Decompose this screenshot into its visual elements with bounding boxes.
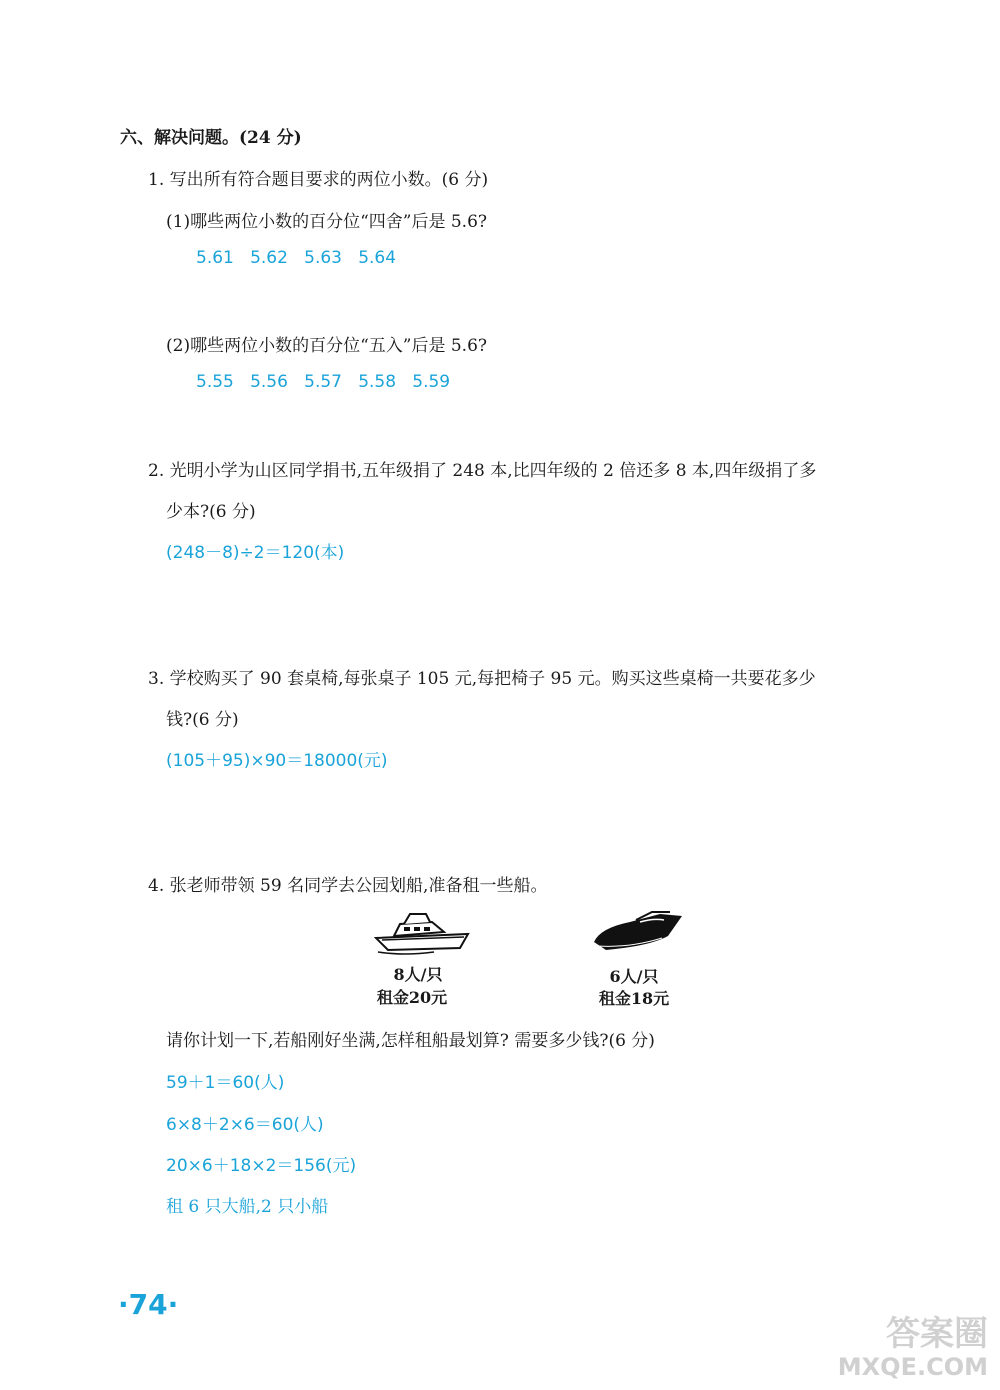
small-boat-price: 租金18元 [598, 989, 670, 1008]
q2-answer: (248－8)÷2＝120(本) [166, 543, 345, 563]
small-boat-capacity: 6人/只 [609, 967, 659, 986]
small-boat-icon [590, 908, 690, 954]
q1-answer2: 5.55 5.56 5.57 5.58 5.59 [196, 372, 451, 392]
q3-answer: (105＋95)×90＝18000(元) [166, 751, 388, 771]
watermark [838, 1316, 988, 1380]
q4-stem: 4. 张老师带领 59 名同学去公园划船,准备租一些船。 [148, 876, 548, 896]
q4-answer4: 租 6 只大船,2 只小船 [166, 1197, 329, 1217]
q1-stem: 1. 写出所有符合题目要求的两位小数。(6 分) [148, 170, 489, 190]
q2-line2: 少本?(6 分) [166, 502, 256, 522]
big-boat-icon [374, 908, 474, 958]
watermark-line2: MXQE.COM [837, 1352, 988, 1381]
q4-answer1: 59＋1＝60(人) [166, 1073, 285, 1093]
q2-line1: 2. 光明小学为山区同学捐书,五年级捐了 248 本,比四年级的 2 倍还多 8 本,四年级捐了多 [148, 461, 817, 481]
q4-answer2: 6×8＋2×6＝60(人) [166, 1115, 324, 1135]
watermark-line1: 答案圈 [886, 1314, 988, 1355]
q1-answer1: 5.61 5.62 5.63 5.64 [196, 248, 397, 268]
q4-answer3: 20×6＋18×2＝156(元) [166, 1156, 357, 1176]
page-number: ·74· [118, 1288, 179, 1321]
q1-sub2: (2)哪些两位小数的百分位“五入”后是 5.6? [166, 336, 488, 356]
q4-question: 请你计划一下,若船刚好坐满,怎样租船最划算? 需要多少钱?(6 分) [166, 1031, 655, 1051]
big-boat-price: 租金20元 [376, 988, 448, 1007]
big-boat-capacity: 8人/只 [393, 965, 443, 984]
q1-sub1: (1)哪些两位小数的百分位“四舍”后是 5.6? [166, 212, 488, 232]
section-title: 六、解决问题。(24 分) [120, 128, 302, 148]
q3-line2: 钱?(6 分) [166, 710, 239, 730]
q3-line1: 3. 学校购买了 90 套桌椅,每张桌子 105 元,每把椅子 95 元。购买这些桌椅一共要花多少 [148, 669, 816, 689]
